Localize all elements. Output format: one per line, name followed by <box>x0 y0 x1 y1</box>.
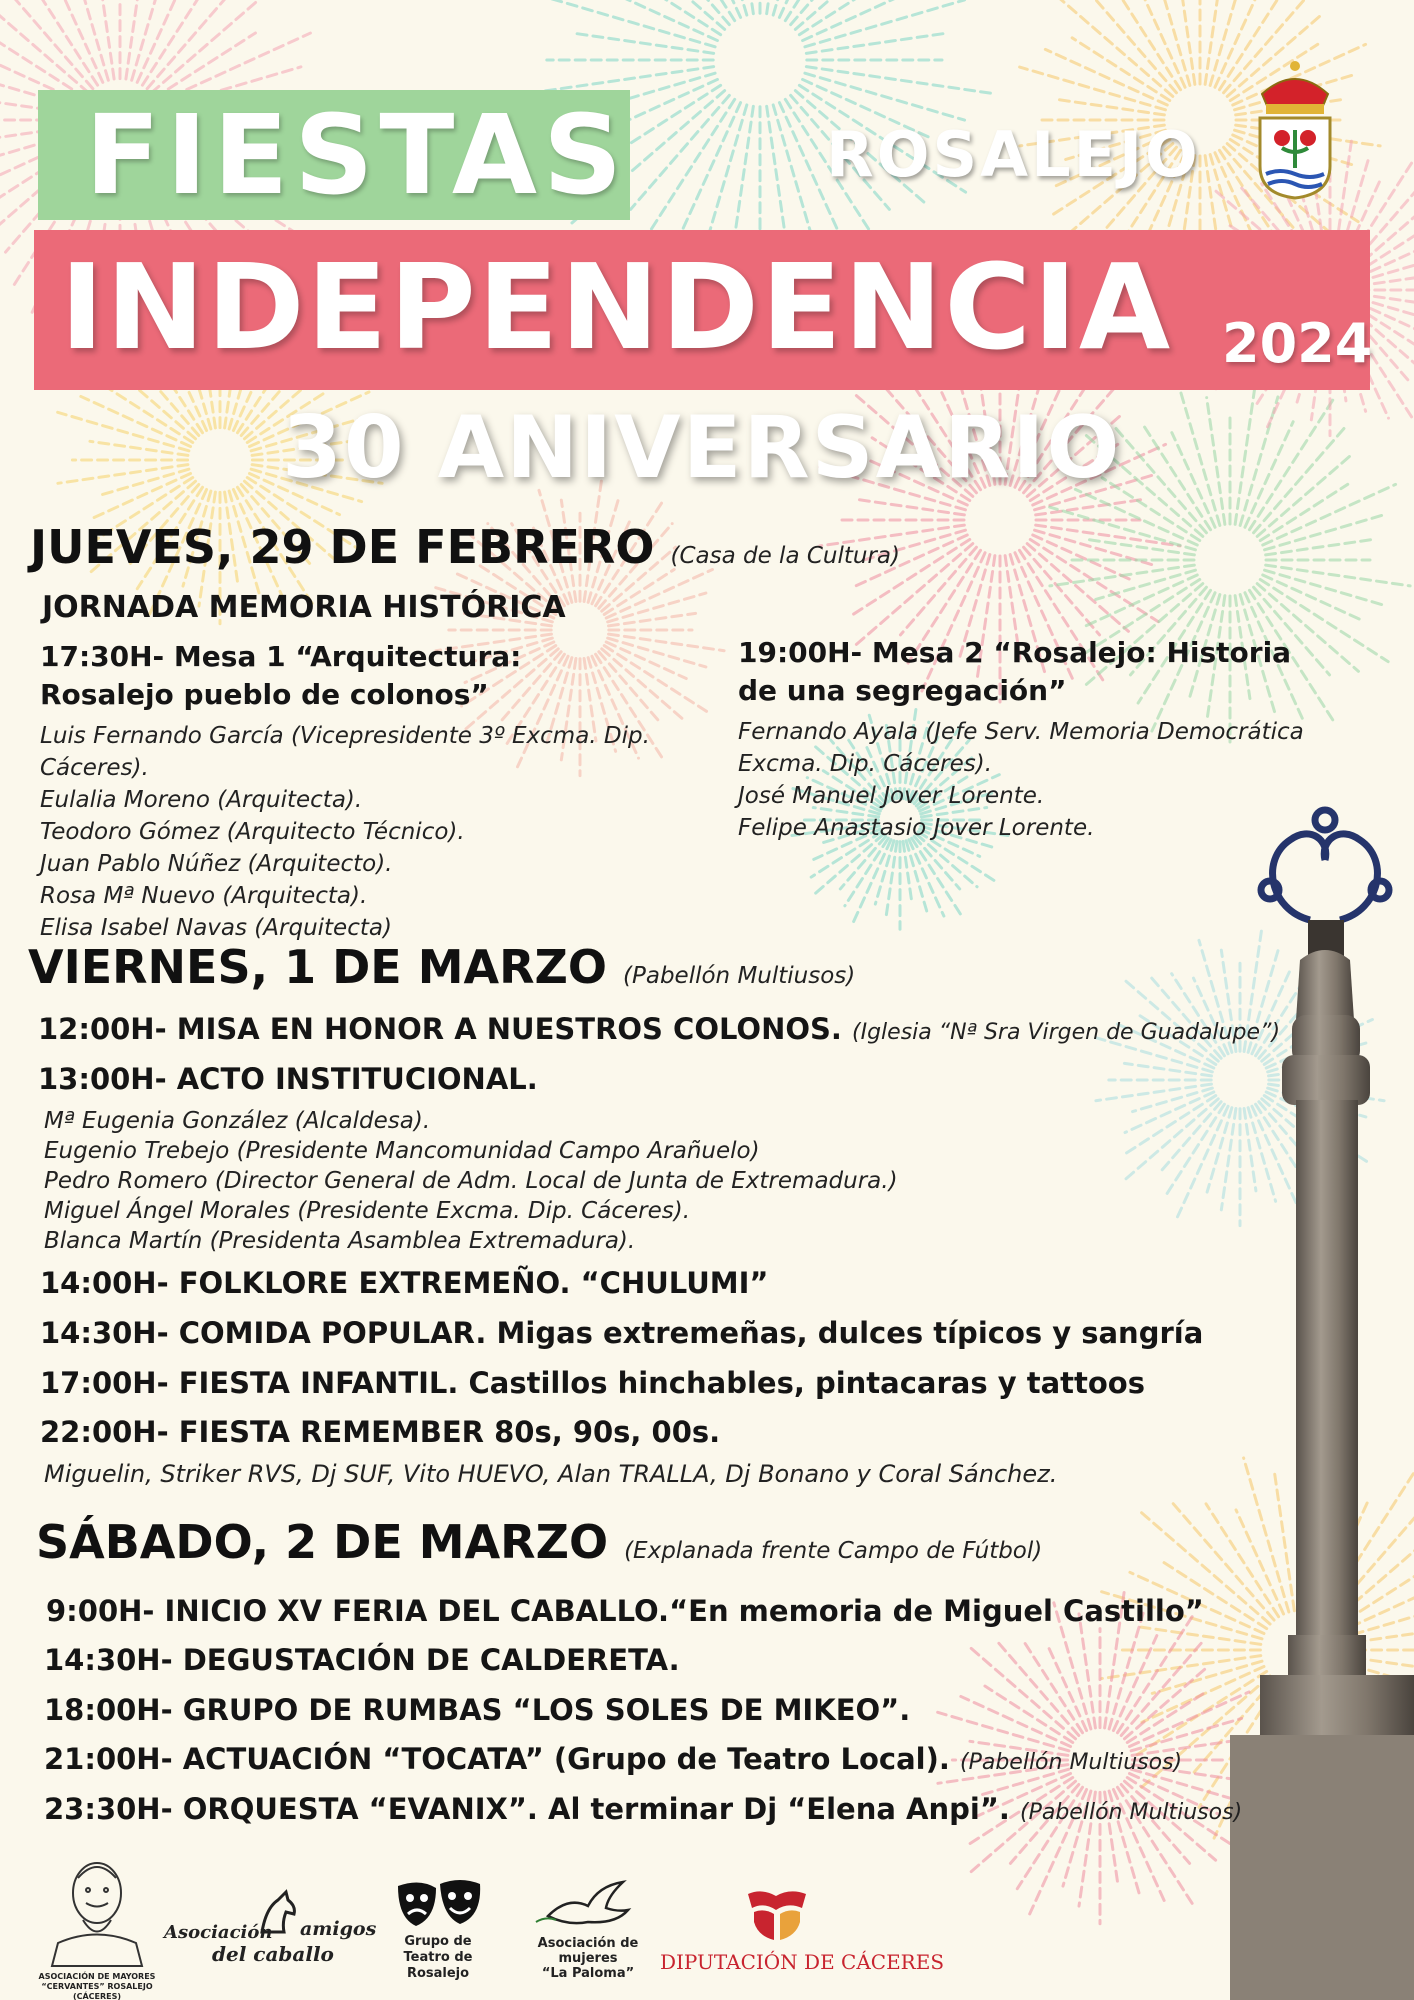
logo-asociacion-mujeres <box>528 1876 648 1981</box>
person: Teodoro Gómez (Arquitecto Técnico). <box>40 819 465 845</box>
thursday-subtitle: JORNADA MEMORIA HISTÓRICA <box>42 590 566 625</box>
event-note: (Pabellón Multiusos) <box>1020 1800 1243 1825</box>
event-comida: 14:30H- COMIDA POPULAR. Migas extremeñas, dulces típicos y sangría <box>40 1316 1204 1350</box>
event-caldereta: 14:30H- DEGUSTACIÓN DE CALDERETA. <box>44 1643 680 1677</box>
event-acto: 13:00H- ACTO INSTITUCIONAL. <box>38 1062 538 1096</box>
day-title: JUEVES, 29 DE FEBRERO <box>30 520 655 574</box>
day-venue: (Explanada frente Campo de Fútbol) <box>624 1538 1043 1564</box>
person: Juan Pablo Núñez (Arquitecto). <box>40 851 393 877</box>
aniversario-title: 30 ANIVERSARIO <box>282 398 1122 498</box>
day-title: SÁBADO, 2 DE MARZO <box>36 1515 609 1569</box>
event-note: (Iglesia “Nª Sra Virgen de Guadalupe”) <box>852 1020 1281 1045</box>
logo-label: DIPUTACIÓN DE CÁCERES <box>660 1950 945 1974</box>
person: José Manuel Jover Lorente. <box>738 783 1045 809</box>
event-note: (Pabellón Multiusos) <box>960 1750 1183 1775</box>
person: Elisa Isabel Navas (Arquitecta) <box>40 915 392 941</box>
stone-column-image <box>1230 800 1414 2000</box>
person: Fernando Ayala (Jefe Serv. Memoria Democrática <box>738 719 1304 745</box>
theater-masks-icon <box>390 1878 486 1930</box>
coat-of-arms-icon <box>1252 56 1338 200</box>
independencia-title: INDEPENDENCIA <box>60 238 1173 376</box>
person: Luis Fernando García (Vicepresidente 3º Excma. Dip. <box>40 723 650 749</box>
acto-people <box>44 1106 898 1256</box>
cervantes-portrait-icon <box>38 1848 156 1968</box>
event-infantil: 17:00H- FIESTA INFANTIL. Castillos hinchables, pintacaras y tattoos <box>40 1366 1145 1400</box>
panel-title-line1: 19:00H- Mesa 2 “Rosalejo: Historia <box>738 636 1292 669</box>
panel-people <box>40 720 680 944</box>
panel-mesa-1 <box>40 638 680 944</box>
person: Pedro Romero (Director General de Adm. Local de Junta de Extremadura.) <box>44 1168 898 1194</box>
person: Mª Eugenia González (Alcaldesa). <box>44 1108 431 1134</box>
event-text: 21:00H- ACTUACIÓN “TOCATA” (Grupo de Teatro Local). <box>44 1742 950 1776</box>
logo-label: ASOCIACIÓN DE MAYORES “CERVANTES” ROSALEJO (CÁCERES) <box>38 1972 156 2000</box>
logo-diputacion-caceres <box>660 1888 945 1974</box>
year-label: 2024 <box>1222 312 1373 375</box>
person: Miguel Ángel Morales (Presidente Excma. Dip. Cáceres). <box>44 1198 691 1224</box>
event-remember: 22:00H- FIESTA REMEMBER 80s, 90s, 00s. <box>40 1415 721 1449</box>
day-heading-friday <box>28 940 855 994</box>
logo-label-2: “La Paloma” <box>541 1966 635 1981</box>
person: Eulalia Moreno (Arquitecta). <box>40 787 363 813</box>
fiestas-title: FIESTAS <box>85 91 629 219</box>
event-misa <box>38 1012 1280 1046</box>
event-text: 12:00H- MISA EN HONOR A NUESTROS COLONOS. <box>38 1012 842 1046</box>
diputacion-emblem-icon <box>742 1888 812 1946</box>
town-title: ROSALEJO <box>826 118 1201 191</box>
person: Eugenio Trebejo (Presidente Mancomunidad Campo Arañuelo) <box>44 1138 760 1164</box>
person: Felipe Anastasio Jover Lorente. <box>738 815 1095 841</box>
panel-title-line2: Rosalejo pueblo de colonos” <box>40 678 489 711</box>
person: Rosa Mª Nuevo (Arquitecta). <box>40 883 368 909</box>
day-venue: (Pabellón Multiusos) <box>623 963 856 989</box>
logo-amigos-caballo <box>160 1888 377 1968</box>
panel-title-line2: de una segregación” <box>738 674 1067 707</box>
logo-caballo-word2: amigos <box>300 1918 377 1940</box>
person: Blanca Martín (Presidenta Asamblea Extremadura). <box>44 1228 636 1254</box>
event-text: 23:30H- ORQUESTA “EVANIX”. Al terminar Dj “Elena Anpi”. <box>44 1792 1010 1826</box>
day-heading-thursday <box>30 520 900 574</box>
person: Excma. Dip. Cáceres). <box>738 751 993 777</box>
event-tocata <box>44 1742 1182 1776</box>
dove-icon <box>528 1876 648 1932</box>
panel-people <box>738 716 1374 844</box>
logo-asociacion-mayores <box>38 1848 156 2000</box>
day-title: VIERNES, 1 DE MARZO <box>28 940 607 994</box>
day-venue: (Casa de la Cultura) <box>670 543 901 569</box>
person: Cáceres). <box>40 755 149 781</box>
logo-label-1: Asociación de mujeres <box>537 1936 639 1966</box>
day-heading-saturday <box>36 1515 1042 1569</box>
event-folklore: 14:00H- FOLKLORE EXTREMEÑO. “CHULUMI” <box>40 1266 769 1300</box>
panel-title-line1: 17:30H- Mesa 1 “Arquitectura: <box>40 640 522 673</box>
event-orquesta <box>44 1792 1242 1826</box>
event-rumbas: 18:00H- GRUPO DE RUMBAS “LOS SOLES DE MIKEO”. <box>44 1693 911 1727</box>
event-feria: 9:00H- INICIO XV FERIA DEL CABALLO.“En memoria de Miguel Castillo” <box>46 1594 1204 1628</box>
logo-label: Grupo de Teatro de Rosalejo <box>403 1934 473 1981</box>
logo-grupo-teatro <box>390 1878 486 1982</box>
djs-list: Miguelin, Striker RVS, Dj SUF, Vito HUEVO, Alan TRALLA, Dj Bonano y Coral Sánchez. <box>44 1460 1058 1488</box>
logo-caballo-word3: del caballo <box>212 1942 334 1966</box>
panel-mesa-2 <box>738 634 1374 844</box>
logo-caballo-word1: Asociación <box>164 1922 273 1943</box>
